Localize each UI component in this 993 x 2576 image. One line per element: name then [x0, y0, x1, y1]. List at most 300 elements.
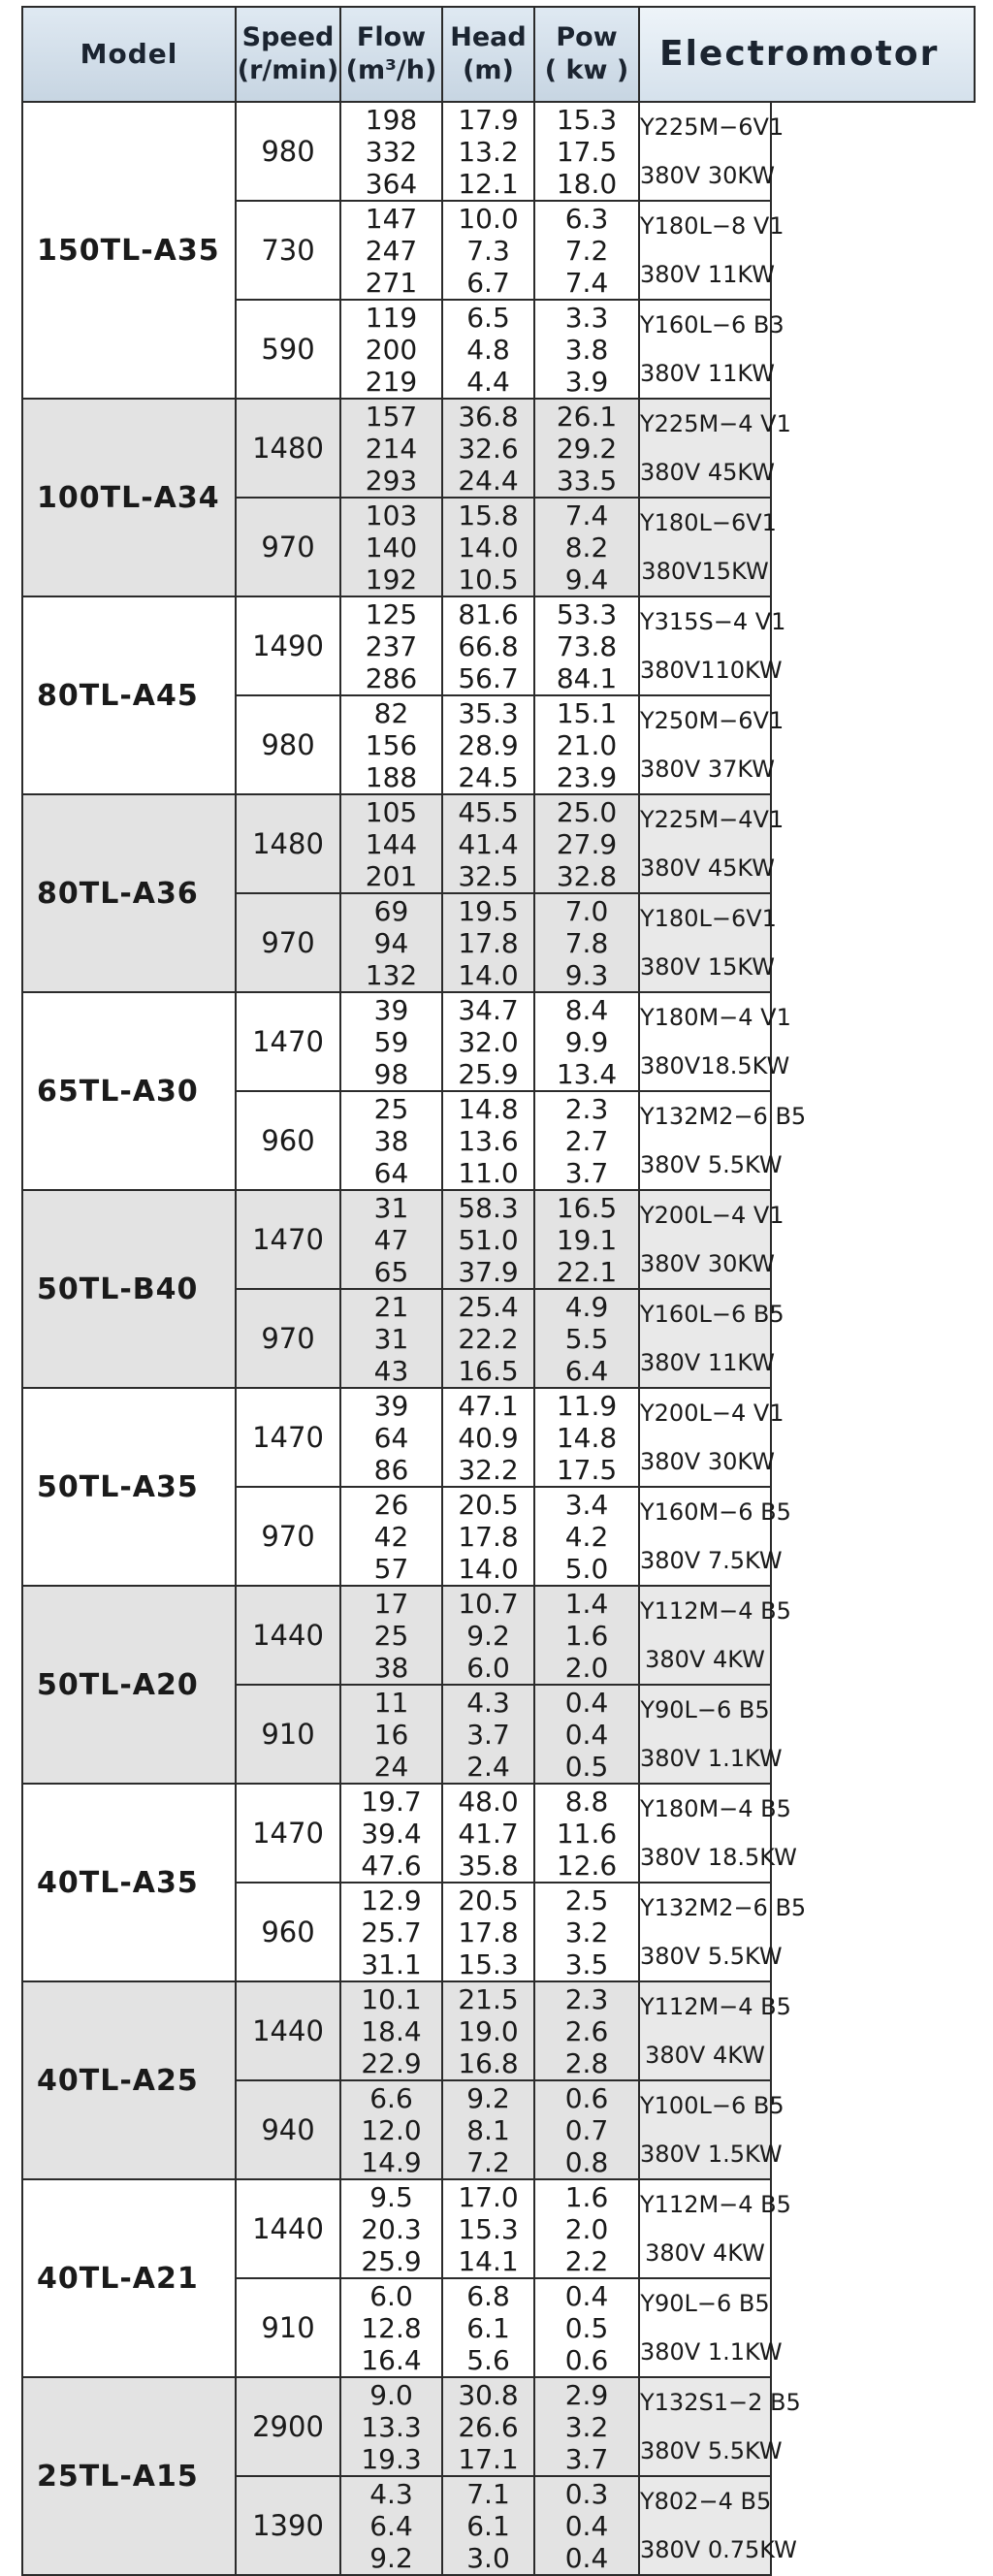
- flow-value: 140: [365, 531, 418, 564]
- head-value: 58.3: [458, 1191, 519, 1224]
- motor-rating: 380V 1.5KW: [640, 2141, 783, 2168]
- shaft-value: 0.5: [564, 1750, 609, 1783]
- head-value: 3.0: [466, 2541, 510, 2574]
- head-cell: [442, 1981, 534, 2080]
- shaft-value: 7.4: [564, 499, 609, 531]
- head-value: 34.7: [458, 993, 519, 1026]
- head-value: 4.3: [466, 1686, 510, 1719]
- motor-model: Y200L−4 V1: [640, 1400, 785, 1427]
- head-cell: [442, 794, 534, 893]
- motor-model: Y160L−6 B5: [640, 1301, 785, 1328]
- shaft-value: 0.5: [564, 2311, 609, 2344]
- shaft-cell: [534, 1586, 639, 1685]
- flow-cell: [340, 1586, 442, 1685]
- flow-cell: [340, 1784, 442, 1883]
- speed-cell: 1440: [236, 2179, 340, 2278]
- shaft-value: 18.0: [556, 167, 618, 200]
- flow-value: 9.2: [369, 2541, 413, 2574]
- speed-cell: 940: [236, 2080, 340, 2179]
- motor-model: Y132S1−2 B5: [640, 2389, 801, 2416]
- shaft-value: 84.1: [556, 661, 618, 694]
- model-cell: 65TL-A30: [22, 992, 236, 1190]
- head-value: 6.5: [466, 301, 510, 334]
- shaft-value: 1.6: [564, 2180, 609, 2213]
- head-value: 35.3: [458, 696, 519, 729]
- speed-cell: 1480: [236, 399, 340, 498]
- head-value: 9.2: [466, 1619, 510, 1652]
- motor-cell: [639, 2278, 783, 2377]
- speed-cell: 1480: [236, 794, 340, 893]
- shaft-value: 2.0: [564, 1651, 609, 1684]
- motor-cell: [639, 1190, 785, 1289]
- head-value: 21.5: [458, 1982, 519, 2015]
- flow-cell: [340, 201, 442, 300]
- head-value: 26.6: [458, 2410, 519, 2443]
- model-cell: 25TL-A15: [22, 2377, 236, 2575]
- head-value: 28.9: [458, 728, 519, 761]
- shaft-value: 2.9: [564, 2378, 609, 2411]
- shaft-value: 13.4: [556, 1057, 618, 1090]
- flow-value: 103: [365, 499, 418, 531]
- head-value: 14.0: [458, 1552, 519, 1585]
- speed-cell: 980: [236, 102, 340, 201]
- table-header: [22, 7, 975, 102]
- motor-cell: [639, 1685, 783, 1784]
- shaft-value: 2.5: [564, 1884, 609, 1916]
- flow-value: 59: [373, 1025, 409, 1058]
- shaft-cell: [534, 102, 639, 201]
- head-value: 17.8: [458, 926, 519, 959]
- flow-value: 42: [373, 1520, 409, 1553]
- head-value: 32.0: [458, 1025, 519, 1058]
- shaft-cell: [534, 1981, 639, 2080]
- motor-rating: 380V 30KW: [640, 162, 776, 189]
- shaft-cell: [534, 1685, 639, 1784]
- header-model: Model: [22, 7, 236, 102]
- table-row: [22, 1586, 975, 1685]
- flow-value: 12.0: [361, 2113, 422, 2146]
- flow-cell: [340, 498, 442, 596]
- head-value: 66.8: [458, 629, 519, 662]
- motor-rating: 380V 30KW: [640, 1250, 776, 1277]
- flow-value: 13.3: [361, 2410, 422, 2443]
- flow-value: 26: [373, 1488, 409, 1521]
- flow-value: 64: [373, 1421, 409, 1454]
- flow-value: 24: [373, 1750, 409, 1783]
- shaft-value: 11.6: [556, 1817, 618, 1850]
- shaft-value: 15.3: [556, 103, 618, 136]
- flow-value: 31: [373, 1322, 409, 1355]
- flow-value: 47: [373, 1223, 409, 1256]
- motor-model: Y802−4 B5: [640, 2488, 772, 2515]
- shaft-cell: [534, 2080, 639, 2179]
- shaft-value: 1.6: [564, 1619, 609, 1652]
- table-row: [22, 794, 975, 893]
- motor-cell: [639, 992, 791, 1091]
- head-value: 6.0: [466, 1651, 510, 1684]
- shaft-value: 0.7: [564, 2113, 609, 2146]
- motor-cell: [639, 498, 777, 596]
- shaft-value: 15.1: [556, 696, 618, 729]
- shaft-value: 12.6: [556, 1849, 618, 1882]
- motor-model: Y112M−4 B5: [640, 2191, 791, 2218]
- flow-cell: [340, 1190, 442, 1289]
- flow-cell: [340, 893, 442, 992]
- shaft-value: 0.4: [564, 2509, 609, 2542]
- head-cell: [442, 1289, 534, 1388]
- head-value: 13.6: [458, 1124, 519, 1157]
- motor-cell: [639, 1586, 791, 1685]
- motor-cell: [639, 794, 785, 893]
- head-value: 20.5: [458, 1488, 519, 1521]
- flow-value: 119: [365, 301, 418, 334]
- head-value: 3.7: [466, 1718, 510, 1751]
- motor-cell: [639, 2377, 801, 2476]
- shaft-value: 0.4: [564, 2541, 609, 2574]
- shaft-value: 23.9: [556, 760, 618, 793]
- motor-cell: [639, 201, 785, 300]
- motor-model: Y250M−6V1: [640, 707, 785, 734]
- head-value: 8.1: [466, 2113, 510, 2146]
- motor-cell: [639, 1388, 785, 1487]
- shaft-cell: [534, 2476, 639, 2575]
- table-row: [22, 2377, 975, 2476]
- shaft-cell: [534, 1388, 639, 1487]
- table-row: [22, 399, 975, 498]
- motor-model: Y180L−8 V1: [640, 212, 785, 240]
- shaft-value: 3.5: [564, 1948, 609, 1980]
- speed-cell: 970: [236, 498, 340, 596]
- speed-cell: 590: [236, 300, 340, 399]
- shaft-value: 3.4: [564, 1488, 609, 1521]
- model-cell: 150TL-A35: [22, 102, 236, 399]
- shaft-value: 3.7: [564, 2442, 609, 2475]
- head-value: 19.5: [458, 894, 519, 927]
- head-value: 17.8: [458, 1520, 519, 1553]
- shaft-value: 6.4: [564, 1354, 609, 1387]
- flow-value: 86: [373, 1453, 409, 1486]
- motor-cell: [639, 695, 785, 794]
- shaft-value: 14.8: [556, 1421, 618, 1454]
- motor-rating: 380V 5.5KW: [640, 1151, 783, 1178]
- head-cell: [442, 2278, 534, 2377]
- shaft-value: 0.6: [564, 2081, 609, 2114]
- motor-rating: 380V 0.75KW: [640, 2536, 797, 2563]
- flow-cell: [340, 1388, 442, 1487]
- shaft-value: 8.2: [564, 531, 609, 564]
- head-value: 35.8: [458, 1849, 519, 1882]
- shaft-value: 3.8: [564, 333, 609, 366]
- flow-value: 237: [365, 629, 418, 662]
- flow-value: 200: [365, 333, 418, 366]
- head-value: 7.2: [466, 2145, 510, 2178]
- model-cell: 50TL-A35: [22, 1388, 236, 1586]
- motor-model: Y132M2−6 B5: [640, 1103, 807, 1130]
- flow-value: 364: [365, 167, 418, 200]
- shaft-value: 16.5: [556, 1191, 618, 1224]
- head-value: 16.5: [458, 1354, 519, 1387]
- head-value: 17.9: [458, 103, 519, 136]
- speed-cell: 2900: [236, 2377, 340, 2476]
- shaft-value: 0.4: [564, 2279, 609, 2312]
- head-cell: [442, 992, 534, 1091]
- head-cell: [442, 201, 534, 300]
- speed-cell: 910: [236, 2278, 340, 2377]
- motor-cell: [639, 1784, 797, 1883]
- flow-value: 4.3: [369, 2477, 413, 2510]
- model-cell: 80TL-A36: [22, 794, 236, 992]
- motor-rating: 380V 30KW: [640, 1448, 776, 1475]
- head-value: 32.5: [458, 859, 519, 892]
- shaft-value: 3.9: [564, 365, 609, 398]
- shaft-value: 9.3: [564, 958, 609, 991]
- speed-cell: 1470: [236, 1388, 340, 1487]
- table-row: [22, 992, 975, 1091]
- shaft-value: 2.8: [564, 2046, 609, 2079]
- shaft-cell: [534, 1784, 639, 1883]
- head-value: 7.1: [466, 2477, 510, 2510]
- head-value: 14.1: [458, 2244, 519, 2277]
- shaft-value: 7.4: [564, 266, 609, 299]
- shaft-cell: [534, 1883, 639, 1981]
- flow-value: 20.3: [361, 2212, 422, 2245]
- shaft-value: 26.1: [556, 400, 618, 433]
- head-value: 14.0: [458, 531, 519, 564]
- flow-value: 38: [373, 1651, 409, 1684]
- model-cell: 50TL-B40: [22, 1190, 236, 1388]
- head-cell: [442, 893, 534, 992]
- shaft-value: 1.4: [564, 1587, 609, 1620]
- shaft-cell: [534, 992, 639, 1091]
- shaft-value: 9.9: [564, 1025, 609, 1058]
- shaft-cell: [534, 1487, 639, 1586]
- shaft-value: 0.3: [564, 2477, 609, 2510]
- head-value: 37.9: [458, 1255, 519, 1288]
- shaft-cell: [534, 695, 639, 794]
- flow-value: 9.5: [369, 2180, 413, 2213]
- shaft-value: 25.0: [556, 795, 618, 828]
- table-row: [22, 1388, 975, 1487]
- speed-cell: 960: [236, 1883, 340, 1981]
- motor-cell: [639, 893, 777, 992]
- motor-model: Y225M−4 V1: [640, 410, 791, 437]
- head-value: 32.6: [458, 432, 519, 465]
- head-cell: [442, 596, 534, 695]
- motor-cell: [639, 2179, 791, 2278]
- head-value: 51.0: [458, 1223, 519, 1256]
- motor-rating: 380V110KW: [640, 657, 783, 684]
- shaft-value: 17.5: [556, 1453, 618, 1486]
- flow-value: 157: [365, 400, 418, 433]
- model-cell: 100TL-A34: [22, 399, 236, 596]
- head-value: 6.7: [466, 266, 510, 299]
- flow-value: 65: [373, 1255, 409, 1288]
- head-value: 6.1: [466, 2311, 510, 2344]
- speed-cell: 1470: [236, 1784, 340, 1883]
- head-value: 5.6: [466, 2343, 510, 2376]
- shaft-value: 2.2: [564, 2244, 609, 2277]
- head-cell: [442, 399, 534, 498]
- shaft-cell: [534, 498, 639, 596]
- motor-cell: [639, 102, 785, 201]
- speed-cell: 970: [236, 1487, 340, 1586]
- motor-model: Y200L−4 V1: [640, 1202, 785, 1229]
- flow-value: 16: [373, 1718, 409, 1751]
- head-value: 41.7: [458, 1817, 519, 1850]
- shaft-value: 4.9: [564, 1290, 609, 1323]
- flow-cell: [340, 300, 442, 399]
- flow-cell: [340, 1487, 442, 1586]
- head-value: 22.2: [458, 1322, 519, 1355]
- flow-cell: [340, 2278, 442, 2377]
- flow-cell: [340, 2080, 442, 2179]
- motor-rating: 380V 45KW: [640, 854, 776, 882]
- flow-cell: [340, 1883, 442, 1981]
- flow-value: 6.6: [369, 2081, 413, 2114]
- head-value: 6.8: [466, 2279, 510, 2312]
- head-value: 17.0: [458, 2180, 519, 2213]
- motor-cell: [639, 1091, 807, 1190]
- motor-model: Y315S−4 V1: [640, 608, 786, 635]
- motor-cell: [639, 399, 791, 498]
- motor-model: Y132M2−6 B5: [640, 1894, 807, 1921]
- flow-value: 39: [373, 1389, 409, 1422]
- shaft-cell: [534, 596, 639, 695]
- head-value: 15.8: [458, 499, 519, 531]
- model-cell: 40TL-A25: [22, 1981, 236, 2179]
- motor-cell: [639, 300, 785, 399]
- head-value: 10.7: [458, 1587, 519, 1620]
- flow-value: 271: [365, 266, 418, 299]
- motor-cell: [639, 2080, 785, 2179]
- flow-value: 132: [365, 958, 418, 991]
- flow-value: 31: [373, 1191, 409, 1224]
- head-value: 17.8: [458, 1916, 519, 1948]
- motor-rating: 380V 1.1KW: [640, 1745, 783, 1772]
- shaft-cell: [534, 201, 639, 300]
- head-value: 19.0: [458, 2014, 519, 2047]
- flow-value: 19.7: [361, 1785, 422, 1818]
- motor-rating: 380V 7.5KW: [640, 1547, 783, 1574]
- shaft-value: 4.2: [564, 1520, 609, 1553]
- head-value: 25.9: [458, 1057, 519, 1090]
- flow-value: 6.0: [369, 2279, 413, 2312]
- flow-value: 16.4: [361, 2343, 422, 2376]
- shaft-value: 19.1: [556, 1223, 618, 1256]
- flow-value: 19.3: [361, 2442, 422, 2475]
- header-speed: Speed (r/min): [236, 7, 340, 102]
- flow-value: 201: [365, 859, 418, 892]
- head-value: 10.0: [458, 202, 519, 235]
- header-row: [22, 7, 975, 102]
- head-value: 9.2: [466, 2081, 510, 2114]
- motor-rating: 380V 4KW: [645, 1646, 765, 1673]
- flow-value: 219: [365, 365, 418, 398]
- flow-value: 25: [373, 1619, 409, 1652]
- flow-cell: [340, 2377, 442, 2476]
- shaft-value: 2.6: [564, 2014, 609, 2047]
- head-cell: [442, 102, 534, 201]
- shaft-value: 33.5: [556, 464, 618, 497]
- flow-value: 22.9: [361, 2046, 422, 2079]
- motor-rating: 380V 5.5KW: [640, 1943, 783, 1970]
- shaft-cell: [534, 300, 639, 399]
- flow-value: 188: [365, 760, 418, 793]
- flow-cell: [340, 2476, 442, 2575]
- head-cell: [442, 1586, 534, 1685]
- head-cell: [442, 2476, 534, 2575]
- head-cell: [442, 2179, 534, 2278]
- speed-cell: 970: [236, 893, 340, 992]
- flow-value: 214: [365, 432, 418, 465]
- shaft-cell: [534, 399, 639, 498]
- flow-value: 69: [373, 894, 409, 927]
- table-body: [22, 102, 975, 2575]
- flow-value: 25: [373, 1092, 409, 1125]
- motor-cell: [639, 596, 786, 695]
- shaft-value: 8.8: [564, 1785, 609, 1818]
- flow-value: 11: [373, 1686, 409, 1719]
- head-value: 4.8: [466, 333, 510, 366]
- table-row: [22, 1190, 975, 1289]
- shaft-value: 3.7: [564, 1156, 609, 1189]
- shaft-value: 5.5: [564, 1322, 609, 1355]
- head-value: 36.8: [458, 400, 519, 433]
- flow-value: 286: [365, 661, 418, 694]
- flow-value: 14.9: [361, 2145, 422, 2178]
- shaft-value: 73.8: [556, 629, 618, 662]
- shaft-value: 2.3: [564, 1092, 609, 1125]
- motor-model: Y100L−6 B5: [640, 2092, 785, 2119]
- shaft-value: 3.2: [564, 2410, 609, 2443]
- shaft-value: 5.0: [564, 1552, 609, 1585]
- head-cell: [442, 1487, 534, 1586]
- speed-cell: 1440: [236, 1981, 340, 2080]
- head-value: 32.2: [458, 1453, 519, 1486]
- shaft-value: 0.4: [564, 1686, 609, 1719]
- shaft-value: 17.5: [556, 135, 618, 168]
- motor-model: Y90L−6 B5: [640, 1696, 770, 1723]
- table-row: [22, 102, 975, 201]
- model-cell: 80TL-A45: [22, 596, 236, 794]
- motor-model: Y225M−4V1: [640, 806, 785, 833]
- motor-rating: 380V 5.5KW: [640, 2437, 783, 2464]
- motor-model: Y180L−6V1: [640, 509, 777, 536]
- head-value: 4.4: [466, 365, 510, 398]
- head-value: 48.0: [458, 1785, 519, 1818]
- flow-value: 293: [365, 464, 418, 497]
- flow-value: 156: [365, 728, 418, 761]
- head-value: 2.4: [466, 1750, 510, 1783]
- flow-cell: [340, 1685, 442, 1784]
- motor-rating: 380V 18.5KW: [640, 1844, 797, 1871]
- flow-cell: [340, 102, 442, 201]
- motor-model: Y160M−6 B5: [640, 1498, 791, 1526]
- head-value: 24.4: [458, 464, 519, 497]
- speed-cell: 970: [236, 1289, 340, 1388]
- shaft-cell: [534, 2179, 639, 2278]
- shaft-value: 0.4: [564, 1718, 609, 1751]
- shaft-value: 7.0: [564, 894, 609, 927]
- head-value: 56.7: [458, 661, 519, 694]
- flow-cell: [340, 399, 442, 498]
- header-electromotor: Electromotor: [639, 7, 975, 102]
- speed-cell: 1390: [236, 2476, 340, 2575]
- flow-value: 9.0: [369, 2378, 413, 2411]
- shaft-value: 29.2: [556, 432, 618, 465]
- header-pow: Pow ( kw ): [534, 7, 639, 102]
- head-cell: [442, 1883, 534, 1981]
